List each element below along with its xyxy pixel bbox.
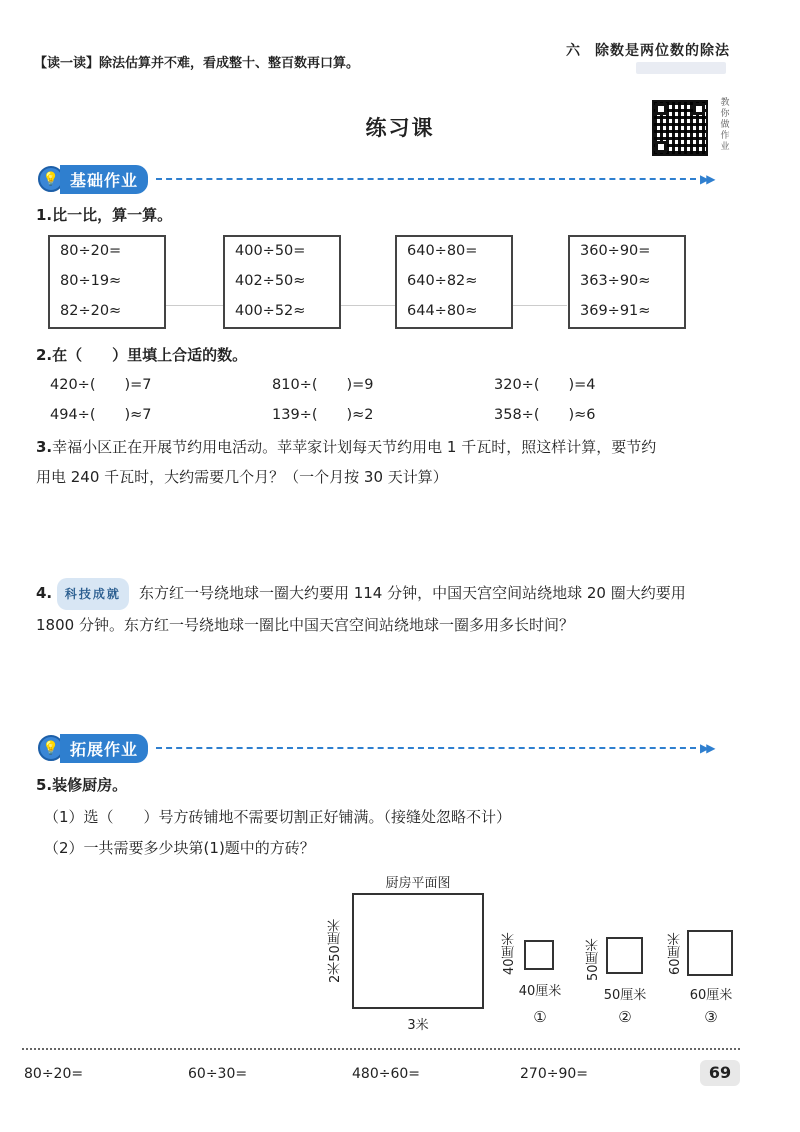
tile-number[interactable]: ② (618, 1008, 632, 1026)
tile-number[interactable]: ① (533, 1008, 547, 1026)
problem-item: 369÷91≈ (580, 303, 651, 319)
problem-item: 400÷52≈ (235, 303, 306, 319)
box-connector (341, 305, 395, 306)
tile-square (687, 930, 733, 976)
fill-blank-item[interactable]: 494÷( )≈7 (50, 407, 152, 423)
question-text-line: 东方红一号绕地球一圈大约要用 114 分钟，中国天宫空间站绕地球 20 圈大约要用 (138, 584, 686, 602)
problem-item: 82÷20≈ (60, 303, 122, 319)
problem-box (395, 235, 513, 329)
section-label: 拓展作业 (60, 734, 148, 763)
box-connector (513, 305, 567, 306)
question-number: 3. (36, 438, 53, 456)
fill-blank-item[interactable]: 320÷( )=4 (494, 377, 596, 393)
answer-area[interactable] (36, 645, 756, 725)
problem-box (48, 235, 166, 329)
qr-code-icon[interactable] (652, 100, 708, 156)
box-connector (166, 305, 224, 306)
plan-height-label: 2米50厘米 (328, 919, 343, 983)
chapter-heading (566, 40, 730, 60)
kitchen-plan-rect (352, 893, 484, 1009)
question-2 (36, 345, 247, 365)
chapter-number: 六 (566, 43, 581, 59)
footer-exercise: 270÷90= (520, 1066, 588, 1082)
question-5 (36, 775, 127, 795)
fill-blank-item[interactable]: 358÷( )≈6 (494, 407, 596, 423)
problem-box (223, 235, 341, 329)
double-arrow-icon: ▶▶ (700, 172, 713, 186)
sub-question-1[interactable]: （1）选（ ）号方砖铺地不需要切割正好铺满。（接缝处忽略不计） (44, 808, 512, 826)
qr-caption: 教你做作业 (720, 98, 730, 152)
question-number: 2. (36, 346, 53, 364)
dashed-divider (156, 178, 696, 180)
question-text-line: 用电 240 千瓦时，大约需要几个月？（一个月按 30 天计算） (36, 468, 448, 486)
tile-number[interactable]: ③ (704, 1008, 718, 1026)
question-text-line: 1800 分钟。东方红一号绕地球一圈比中国天宫空间站绕地球一圈多用多长时间？ (36, 616, 574, 634)
section-label: 基础作业 (60, 165, 148, 194)
dashed-divider (156, 747, 696, 749)
problem-item: 640÷80= (407, 243, 478, 259)
question-1 (36, 205, 172, 225)
tile-width-label: 40厘米 (518, 984, 562, 999)
question-number: 5. (36, 776, 53, 794)
qr-corner (655, 141, 667, 153)
tile-height-label: 40厘米 (502, 932, 517, 976)
question-prompt: 装修厨房。 (52, 776, 128, 794)
problem-item: 644÷80≈ (407, 303, 478, 319)
question-prompt: 比一比，算一算。 (52, 206, 173, 224)
fill-blank-item[interactable]: 139÷( )≈2 (272, 407, 374, 423)
tile-height-label: 60厘米 (668, 932, 683, 976)
fill-blank-item[interactable]: 810÷( )=9 (272, 377, 374, 393)
problem-item: 640÷82≈ (407, 273, 478, 289)
footer-exercise: 80÷20= (24, 1066, 84, 1082)
problem-item: 360÷90= (580, 243, 651, 259)
reading-tip: 【读一读】除法估算并不难，看成整十、整百数再口算。 (34, 56, 360, 71)
plan-title: 厨房平面图 (385, 876, 451, 891)
problem-item: 400÷50= (235, 243, 306, 259)
chapter-title: 除数是两位数的除法 (595, 43, 730, 59)
problem-item: 402÷50≈ (235, 273, 306, 289)
tile-square (606, 937, 643, 974)
question-3 (36, 432, 756, 492)
lightbulb-icon: 💡 (38, 166, 64, 192)
tile-width-label: 50厘米 (603, 988, 647, 1003)
tile-height-label: 50厘米 (586, 938, 601, 982)
qr-corner (655, 103, 667, 115)
fill-blank-item[interactable]: 420÷( )=7 (50, 377, 152, 393)
section-banner-basic (38, 165, 712, 193)
lightbulb-icon: 💡 (38, 735, 64, 761)
question-prompt: 在（ ）里填上合适的数。 (52, 346, 248, 364)
tile-width-label: 60厘米 (689, 988, 733, 1003)
header-smudge (636, 62, 726, 74)
question-4 (36, 578, 756, 640)
sub-question-2: （2）一共需要多少块第(1)题中的方砖？ (44, 839, 315, 857)
tech-achievement-tag: 科技成就 (57, 578, 129, 610)
problem-box (568, 235, 686, 329)
page-title: 练习课 (365, 116, 435, 140)
double-arrow-icon: ▶▶ (700, 741, 713, 755)
problem-item: 363÷90≈ (580, 273, 651, 289)
plan-width-label: 3米 (407, 1018, 429, 1033)
tile-square (524, 940, 554, 970)
qr-corner (693, 103, 705, 115)
footer-divider (22, 1048, 740, 1050)
answer-area[interactable] (36, 500, 756, 570)
problem-item: 80÷19≈ (60, 273, 122, 289)
question-number: 1. (36, 206, 53, 224)
footer-exercise: 480÷60= (352, 1066, 420, 1082)
page-number: 69 (700, 1060, 740, 1086)
question-text-line: 幸福小区正在开展节约用电活动。苹苹家计划每天节约用电 1 千瓦时，照这样计算，要节约 (52, 438, 657, 456)
footer-exercise: 60÷30= (188, 1066, 248, 1082)
problem-item: 80÷20= (60, 243, 122, 259)
question-number: 4. (36, 584, 53, 602)
section-banner-extension (38, 734, 712, 762)
